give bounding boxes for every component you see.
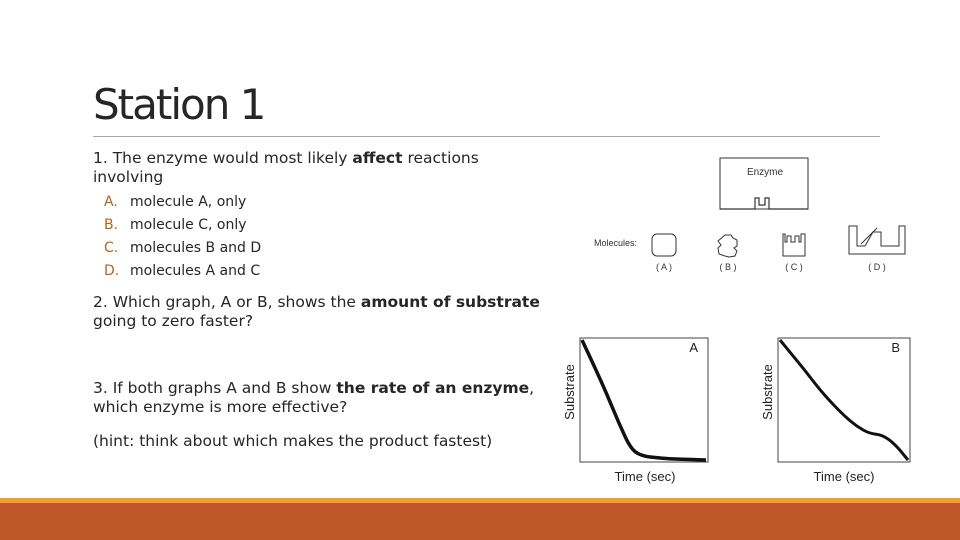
molecule-a-shape: [652, 234, 676, 256]
option-letter: A.: [104, 194, 118, 210]
question-1: [93, 149, 513, 187]
question-2: [93, 293, 563, 331]
option-letter: B.: [104, 217, 119, 233]
question-3: [93, 379, 543, 417]
option-c: [104, 237, 261, 260]
graph-a: [560, 330, 720, 490]
q2-text-end: going to zero faster?: [93, 312, 254, 330]
option-a: [104, 191, 261, 214]
enzyme-box: [720, 158, 808, 209]
graph-a-frame: [580, 338, 708, 462]
option-b: [104, 214, 261, 237]
molecule-label-a: ( A ): [655, 262, 673, 272]
option-text: molecules B and D: [130, 240, 262, 256]
graph-b-frame: [778, 338, 910, 462]
answer-options: [104, 191, 261, 283]
enzyme-diagram: [585, 150, 920, 280]
hint-text: (hint: think about which makes the product fastest): [93, 432, 493, 450]
molecule-label-c: ( C ): [785, 262, 803, 272]
q1-text-end: reactions involving: [93, 149, 479, 186]
molecule-label-d: ( D ): [868, 262, 886, 272]
option-text: molecule C, only: [130, 217, 247, 233]
graph-b-ylabel: Substrate: [760, 364, 775, 420]
q2-text: 2. Which graph, A or B, shows the: [93, 293, 361, 311]
q1-bold: affect: [352, 149, 403, 167]
molecule-c-shape: [783, 234, 805, 256]
graph-a-xlabel: Time (sec): [614, 469, 676, 484]
graph-b-title: B: [891, 340, 900, 355]
q3-bold: the rate of an enzyme: [336, 379, 530, 397]
graph-a-ylabel: Substrate: [562, 364, 577, 420]
q3-text: 3. If both graphs A and B show: [93, 379, 337, 397]
graph-b-xlabel: Time (sec): [813, 469, 875, 484]
graph-a-title: A: [689, 340, 698, 355]
graph-b: [758, 330, 918, 490]
molecule-d-shape: [849, 226, 905, 254]
q2-bold: amount of substrate: [360, 293, 540, 311]
footer-bar: [0, 503, 960, 540]
molecules-label: Molecules:: [594, 238, 638, 248]
q1-text: 1. The enzyme would most likely: [93, 149, 353, 167]
q3-text-end: , which enzyme is more effective?: [93, 379, 535, 416]
molecule-label-b: ( B ): [719, 262, 737, 272]
molecule-b-shape: [718, 235, 737, 257]
option-text: molecule A, only: [130, 194, 247, 210]
title-divider: [93, 136, 880, 137]
option-text: molecules A and C: [130, 263, 261, 279]
option-letter: D.: [104, 263, 120, 279]
enzyme-label: Enzyme: [746, 167, 784, 178]
option-d: [104, 260, 261, 283]
slide-title: Station 1: [93, 80, 265, 129]
option-letter: C.: [104, 240, 119, 256]
